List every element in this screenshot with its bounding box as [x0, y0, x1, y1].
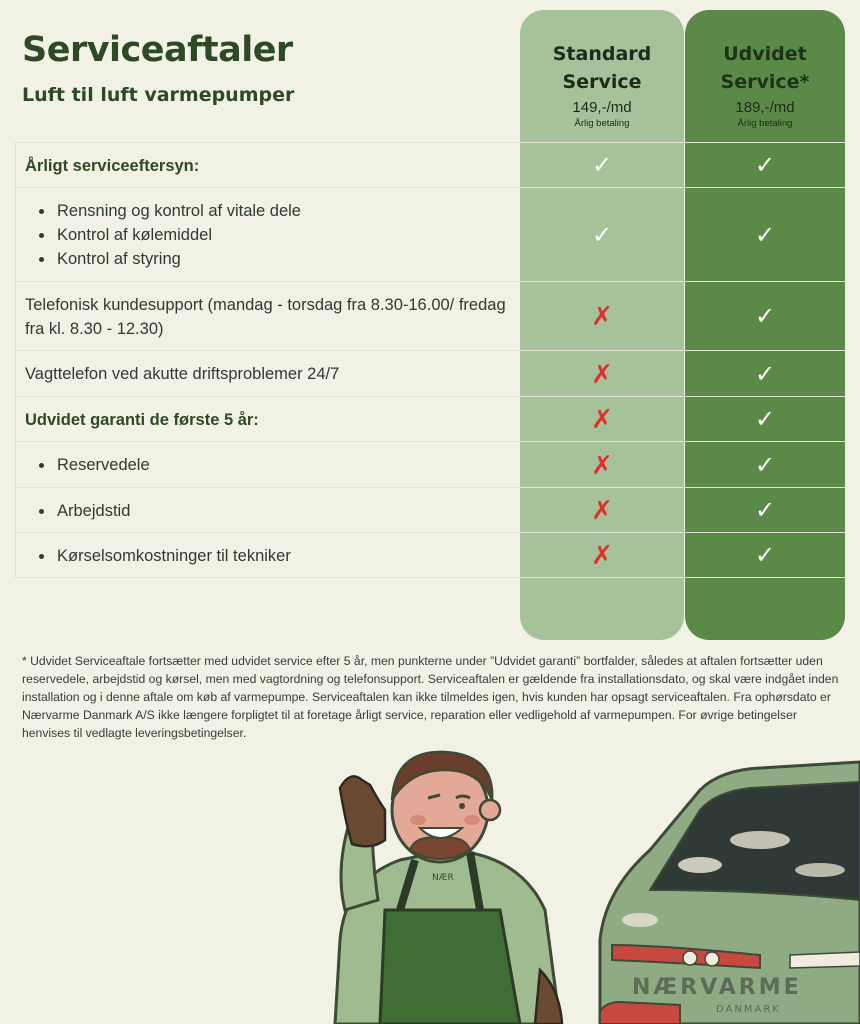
check-icon: ✓ [754, 303, 776, 330]
bullet-list [25, 453, 150, 477]
table-row-travel-costs [15, 532, 845, 578]
plan-extended-note: Årlig betaling [737, 118, 793, 129]
bullet-list [25, 199, 301, 271]
check-icon: ✓ [754, 406, 776, 433]
check-icon: ✓ [754, 152, 776, 179]
plan-standard-price: 149,-/md [572, 99, 632, 116]
page-title: Serviceaftaler [22, 30, 293, 70]
bullet-list [25, 499, 130, 523]
plan-extended [685, 40, 845, 129]
cross-icon: ✗ [591, 301, 613, 331]
table-row-spare-parts [15, 441, 845, 488]
cross-icon: ✗ [591, 449, 613, 480]
table-row-phone-support [15, 281, 845, 351]
list-item: • Rensning og kontrol af vitale dele [55, 199, 301, 223]
check-icon: ✓ [754, 360, 776, 388]
check-icon: ✓ [754, 451, 776, 479]
plan-extended-name: Udvidet Service* [720, 43, 810, 93]
list-item: • Kontrol af kølemiddel [55, 223, 301, 247]
table-row-extended-warranty [15, 396, 845, 442]
row-label: Telefonisk kundesupport (mandag - torsdag fra 8.30-16.00/ fredag fra kl. 8.30 - 12.30) [25, 295, 506, 338]
plan-standard [520, 40, 684, 129]
list-item: • Arbejdstid [55, 499, 130, 523]
row-label: Udvidet garanti de første 5 år: [25, 410, 259, 429]
technician-car-illustration [0, 740, 860, 1024]
row-label: Vagttelefon ved akutte driftsproblemer 24/7 [25, 365, 340, 383]
bullet-list [25, 544, 291, 568]
cross-icon: ✗ [591, 540, 613, 570]
plan-standard-name: Standard Service [552, 43, 652, 93]
cross-icon: ✗ [591, 358, 613, 389]
row-label [25, 533, 515, 578]
check-icon: ✓ [754, 542, 776, 569]
list-item: • Kørselsomkostninger til tekniker [55, 544, 291, 568]
brand-logo: NÆRVARME [632, 975, 802, 1000]
plan-extended-price: 189,-/md [735, 99, 795, 116]
table-row-annual-service-items [15, 187, 845, 282]
check-icon: ✓ [591, 152, 613, 179]
check-icon: ✓ [591, 221, 613, 249]
technician-figure [335, 752, 562, 1024]
table-row-labor [15, 487, 845, 533]
row-label: Årligt serviceeftersyn: [25, 156, 200, 175]
service-car [600, 762, 860, 1024]
cross-icon: ✗ [591, 495, 613, 525]
check-icon: ✓ [754, 497, 776, 524]
row-label [25, 488, 515, 533]
cross-icon: ✗ [591, 404, 613, 434]
row-label [25, 442, 515, 488]
list-item: • Kontrol af styring [55, 247, 301, 271]
list-item: • Reservedele [55, 453, 150, 477]
table-row-emergency-phone [15, 350, 845, 397]
plan-standard-note: Årlig betaling [574, 118, 630, 129]
brand-logo-sub: DANMARK [716, 1004, 781, 1015]
table-bottom-border [15, 577, 845, 578]
table-row-annual-service [15, 142, 845, 188]
row-label [25, 188, 515, 282]
check-icon: ✓ [754, 221, 776, 249]
shirt-logo: NÆR [432, 873, 454, 883]
page-subtitle: Luft til luft varmepumper [22, 84, 295, 106]
footnote: * Udvidet Serviceaftale fortsætter med udvidet service efter 5 år, men punkterne under ”Udvidet garanti” bortfalder, således at aftalen fortsætter uden reservedele, arbejdstid og kørsel, men med vagtordning og telefonsupport. Serviceaftalen er gældende fra installationsdato, og skal være indgået inden installation og i denne aftale om køb af varmepumpe. Serviceaftalen kan ikke tilmeldes igen, hvis kunden har opsagt serviceaftalen. Fra ophørsdato er Nærvarme Danmark A/S ikke længere forpligtet til at foretage årligt service, reparation eller vedligehold af varmepumpen. For øvrige betingelser henvises til vedlagte leveringsbetingelser. [22, 654, 839, 740]
